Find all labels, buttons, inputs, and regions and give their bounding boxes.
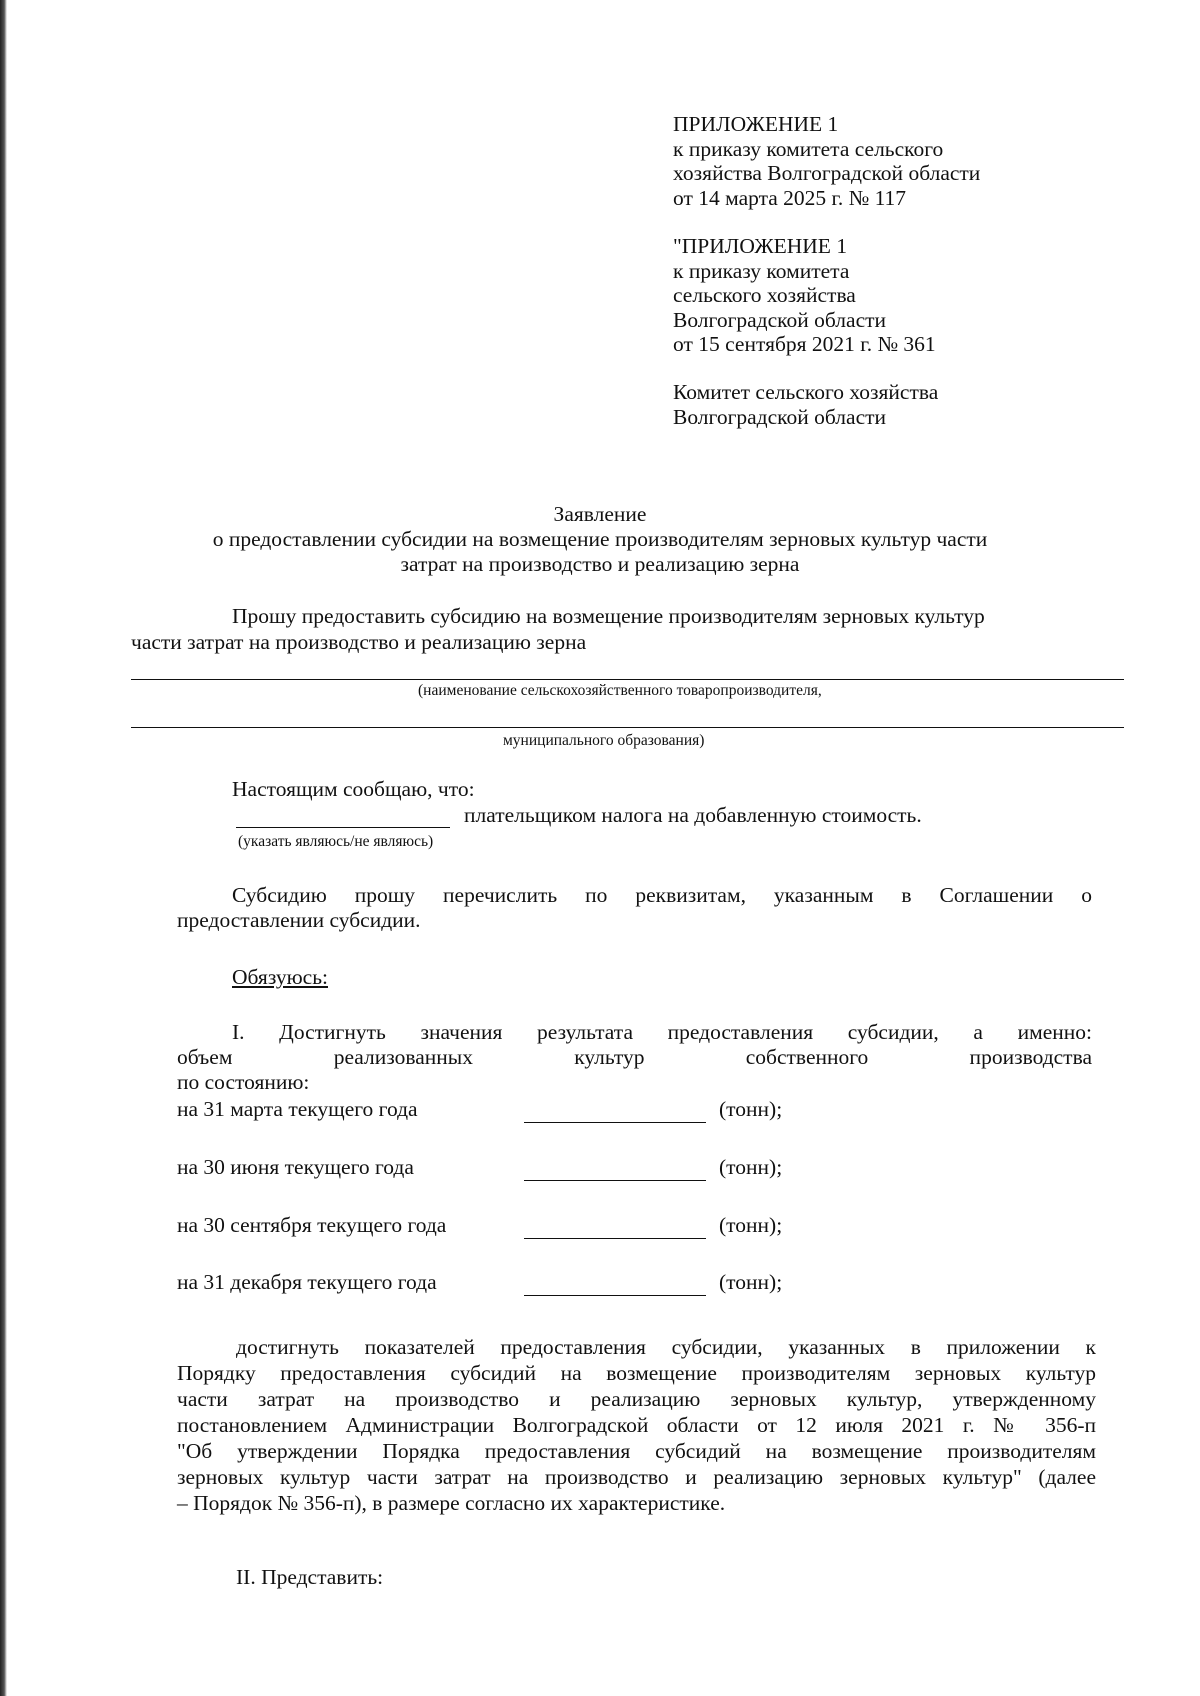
- document-title: Заявление: [553, 502, 647, 526]
- prev-appendix-line: от 15 сентября 2021 г. № 361: [673, 332, 936, 356]
- scan-edge-shadow: [0, 0, 7, 1696]
- indicators-line: части затрат на производство и реализацию зерновых культур, утвержденному: [177, 1387, 1096, 1411]
- tons-unit: (тонн);: [719, 1097, 783, 1121]
- tons-september-field[interactable]: [524, 1238, 706, 1239]
- appendix-block: [673, 112, 980, 210]
- tons-unit: (тонн);: [719, 1155, 783, 1179]
- municipality-hint: муниципального образования): [503, 732, 705, 749]
- vat-status-hint: (указать являюсь/не являюсь): [238, 833, 434, 850]
- date-label: на 30 июня текущего года: [177, 1155, 414, 1179]
- addressee-block: [673, 380, 938, 429]
- addressee-line: Комитет сельского хозяйства: [673, 380, 939, 404]
- obligations-heading: Обязуюсь:: [232, 965, 328, 989]
- vat-statement: плательщиком налога на добавленную стоимость.: [464, 803, 922, 827]
- prev-appendix-title: "ПРИЛОЖЕНИЕ 1: [673, 234, 848, 258]
- applicant-name-field[interactable]: [131, 679, 1124, 680]
- appendix-line: от 14 марта 2025 г. № 117: [673, 185, 907, 210]
- addressee-line: Волгоградской области: [673, 404, 887, 429]
- document-subtitle-line: затрат на производство и реализацию зерна: [400, 552, 800, 576]
- request-line: части затрат на производство и реализацию зерна: [131, 630, 587, 654]
- tons-unit: (тонн);: [719, 1270, 783, 1294]
- prev-appendix-line: к приказу комитета: [673, 258, 850, 283]
- indicators-line: достигнуть показателей предоставления субсидии, указанных в приложении к: [236, 1335, 1096, 1359]
- prev-appendix-line: Волгоградской области: [673, 307, 887, 332]
- tons-december-field[interactable]: [524, 1295, 706, 1296]
- document-subtitle-line: о предоставлении субсидии на возмещение производителям зерновых культур части: [212, 527, 988, 551]
- prev-appendix-line: сельского хозяйства: [673, 283, 856, 307]
- tons-march-field[interactable]: [524, 1122, 706, 1123]
- vat-status-field[interactable]: [236, 827, 450, 828]
- date-label: на 30 сентября текущего года: [177, 1213, 447, 1237]
- indicators-line: "Об утверждении Порядка предоставления субсидий на возмещение производителям: [177, 1439, 1096, 1463]
- tons-june-field[interactable]: [524, 1180, 706, 1181]
- appendix-line: хозяйства Волгоградской области: [673, 161, 981, 185]
- indicators-line: Порядку предоставления субсидий на возмещение производителям зерновых культур: [177, 1361, 1096, 1385]
- vat-intro: Настоящим сообщаю, что:: [232, 777, 475, 801]
- appendix-line: к приказу комитета сельского: [673, 136, 944, 161]
- transfer-line: предоставлении субсидии.: [177, 908, 421, 932]
- indicators-line: зерновых культур части затрат на производство и реализацию зерновых культур" (далее: [177, 1465, 1096, 1489]
- transfer-line: Субсидию прошу перечислить по реквизитам, указанным в Соглашении о: [232, 883, 1092, 907]
- obligation-item-1-line: по состоянию:: [177, 1070, 310, 1094]
- appendix-title: ПРИЛОЖЕНИЕ 1: [673, 112, 839, 136]
- prev-appendix-block: [673, 234, 936, 357]
- obligation-item-2: II. Представить:: [236, 1565, 384, 1589]
- municipality-field[interactable]: [131, 727, 1124, 728]
- indicators-line: – Порядок № 356-п), в размере согласно их характеристике.: [177, 1491, 726, 1515]
- obligation-item-1-line: I. Достигнуть значения результата предоставления субсидии, а именно:: [232, 1020, 1092, 1044]
- date-label: на 31 декабря текущего года: [177, 1270, 437, 1294]
- tons-unit: (тонн);: [719, 1213, 783, 1237]
- request-line: Прошу предоставить субсидию на возмещение производителям зерновых культур: [232, 604, 985, 628]
- applicant-name-hint: (наименование сельскохозяйственного товаропроизводителя,: [418, 682, 822, 699]
- date-label: на 31 марта текущего года: [177, 1097, 418, 1121]
- obligation-item-1-line: объем реализованных культур собственного производства: [177, 1045, 1092, 1069]
- indicators-line: постановлением Администрации Волгоградской области от 12 июля 2021 г. № 356-п: [177, 1413, 1096, 1437]
